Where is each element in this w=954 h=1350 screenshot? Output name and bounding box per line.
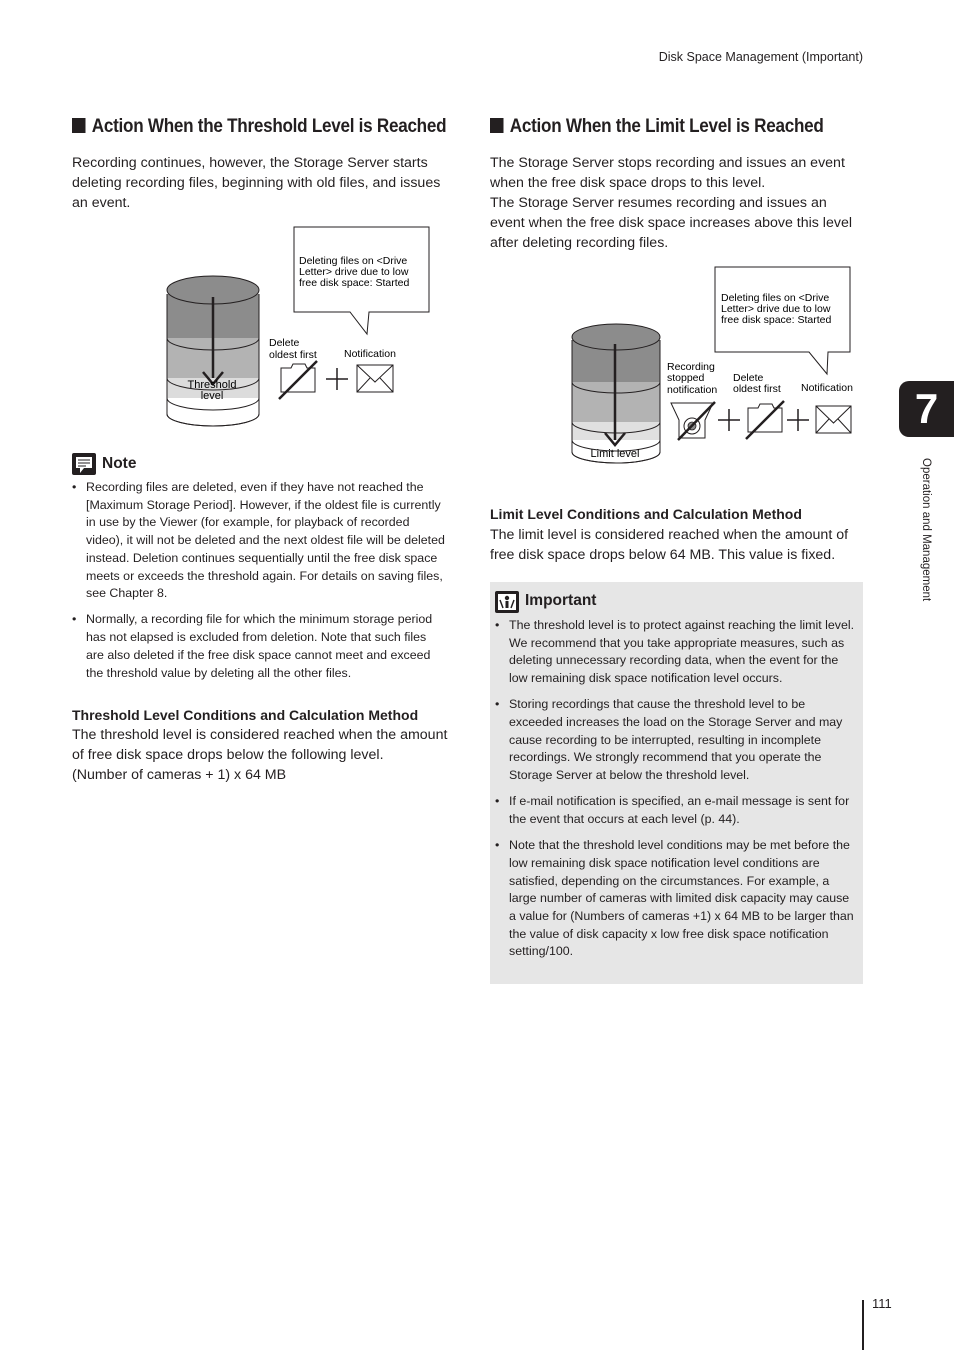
limit-notification-label: Notification — [801, 382, 853, 394]
important-item: • Note that the threshold level conditions may be met before the low remaining disk space notification level conditions are satisfied, depending on the circumstances. For example, a large number of cameras with limited disk capacity may cause a value for (Numbers of cameras +1) x 64 MB to be larger than the value of disk capacity x low free disk space notification setting/100. — [495, 837, 857, 961]
recording-label-1: Recording — [667, 361, 715, 373]
threshold-notification-label: Notification — [344, 348, 396, 360]
threshold-section-heading — [72, 116, 446, 138]
threshold-disk-icon — [167, 276, 259, 426]
recording-label-3: notification — [667, 384, 718, 396]
limit-conditions-title: Limit Level Conditions and Calculation Method — [490, 506, 802, 522]
threshold-formula: (Number of cameras + 1) x 64 MB — [72, 767, 287, 783]
page-number: 111 — [872, 1296, 892, 1311]
important-icon — [495, 591, 519, 613]
important-item: • Storing recordings that cause the threshold level to be exceeded increases the load on the Storage Server and may cause recording to be interrupted, resulting in incomplete recordings. We strongly recommend that you operate the Storage Server at below the threshold level. — [495, 696, 857, 785]
page-number-rule — [862, 1300, 864, 1350]
threshold-conditions-body — [72, 725, 452, 785]
limit-intro-2: The Storage Server resumes recording and issues an event when the free disk space increases above this level after deleting recording files. — [490, 195, 852, 251]
heading-square-icon — [490, 118, 504, 133]
threshold-level-label-2: level — [200, 390, 224, 402]
camera-stopped-icon — [671, 402, 715, 440]
limit-callout-line-3: free disk space: Started — [721, 314, 832, 326]
note-title: Note — [102, 455, 137, 472]
heading-square-icon — [72, 118, 86, 133]
limit-disk-icon — [572, 324, 660, 463]
envelope-icon — [816, 406, 851, 433]
limit-diagram — [565, 262, 865, 467]
chapter-side-label: Operation and Management — [920, 458, 932, 602]
limit-conditions-body: The limit level is considered reached when the amount of free disk space drops below 64 MB. This value is fixed. — [490, 527, 849, 563]
plus-icon — [718, 409, 740, 431]
threshold-intro: Recording continues, however, the Storage Server starts deleting recording files, beginning with old files, and issues an event. — [72, 155, 441, 211]
threshold-delete-label-1: Delete — [269, 337, 300, 349]
important-title: Important — [525, 592, 597, 609]
threshold-callout-line-3: free disk space: Started — [299, 277, 410, 289]
threshold-callout-line-1: Deleting files on <Drive — [299, 255, 408, 267]
threshold-diagram — [160, 222, 440, 432]
threshold-callout-line-2: Letter> drive due to low — [299, 266, 409, 278]
limit-delete-label-2: oldest first — [733, 383, 781, 395]
limit-delete-label-1: Delete — [733, 372, 764, 384]
threshold-level-label-1: Threshold — [187, 379, 237, 391]
important-item: • The threshold level is to protect against reaching the limit level. We recommend that you take appropriate measures, such as deleting unnecessary recording data, when the event for the low remaining disk space notification level occurs. — [495, 617, 857, 688]
threshold-conditions-title: Threshold Level Conditions and Calculation Method — [72, 707, 419, 723]
recording-label-2: stopped — [667, 372, 705, 384]
limit-intro-1: The Storage Server stops recording and issues an event when the free disk space drops to this level. — [490, 155, 845, 191]
limit-intro — [490, 153, 865, 253]
threshold-heading-text: Action When the Threshold Level is Reached — [91, 116, 447, 137]
note-list — [72, 479, 446, 691]
limit-level-label: Limit level — [590, 448, 640, 460]
threshold-conditions-text: The threshold level is considered reached when the amount of free disk space drops below the following level. — [72, 727, 448, 763]
envelope-icon — [357, 365, 393, 392]
running-header: Disk Space Management (Important) — [658, 50, 863, 64]
limit-callout-line-2: Letter> drive due to low — [721, 303, 831, 315]
limit-callout-line-1: Deleting files on <Drive — [721, 292, 830, 304]
plus-icon — [787, 409, 809, 431]
limit-section-heading — [490, 116, 824, 138]
important-list — [495, 617, 857, 970]
delete-folder-icon — [746, 401, 784, 439]
note-item: • Recording files are deleted, even if they have not reached the [Maximum Storage Period]. However, if the oldest file is currently in use by the Viewer (for example, for playback of recorded video), it will not be deleted and the next oldest file will be deleted instead. Deletion continues sequentially until the free disk space meets or exceeds the threshold again. For details on saving files, see Chapter 8. — [72, 479, 446, 603]
plus-icon — [326, 368, 348, 390]
threshold-delete-label-2: oldest first — [269, 349, 317, 361]
limit-heading-text: Action When the Limit Level is Reached — [509, 116, 824, 137]
note-item: • Normally, a recording file for which the minimum storage period has not elapsed is excluded from deletion. Note that such files are also deleted if the free disk space cannot meet and exceed the threshold value by deleting all the other files. — [72, 611, 446, 682]
note-icon — [72, 453, 96, 475]
delete-folder-icon — [279, 361, 317, 399]
chapter-number: 7 — [914, 385, 939, 432]
important-item: • If e-mail notification is specified, an e-mail message is sent for the event that occurs at each level (p. 44). — [495, 793, 857, 828]
